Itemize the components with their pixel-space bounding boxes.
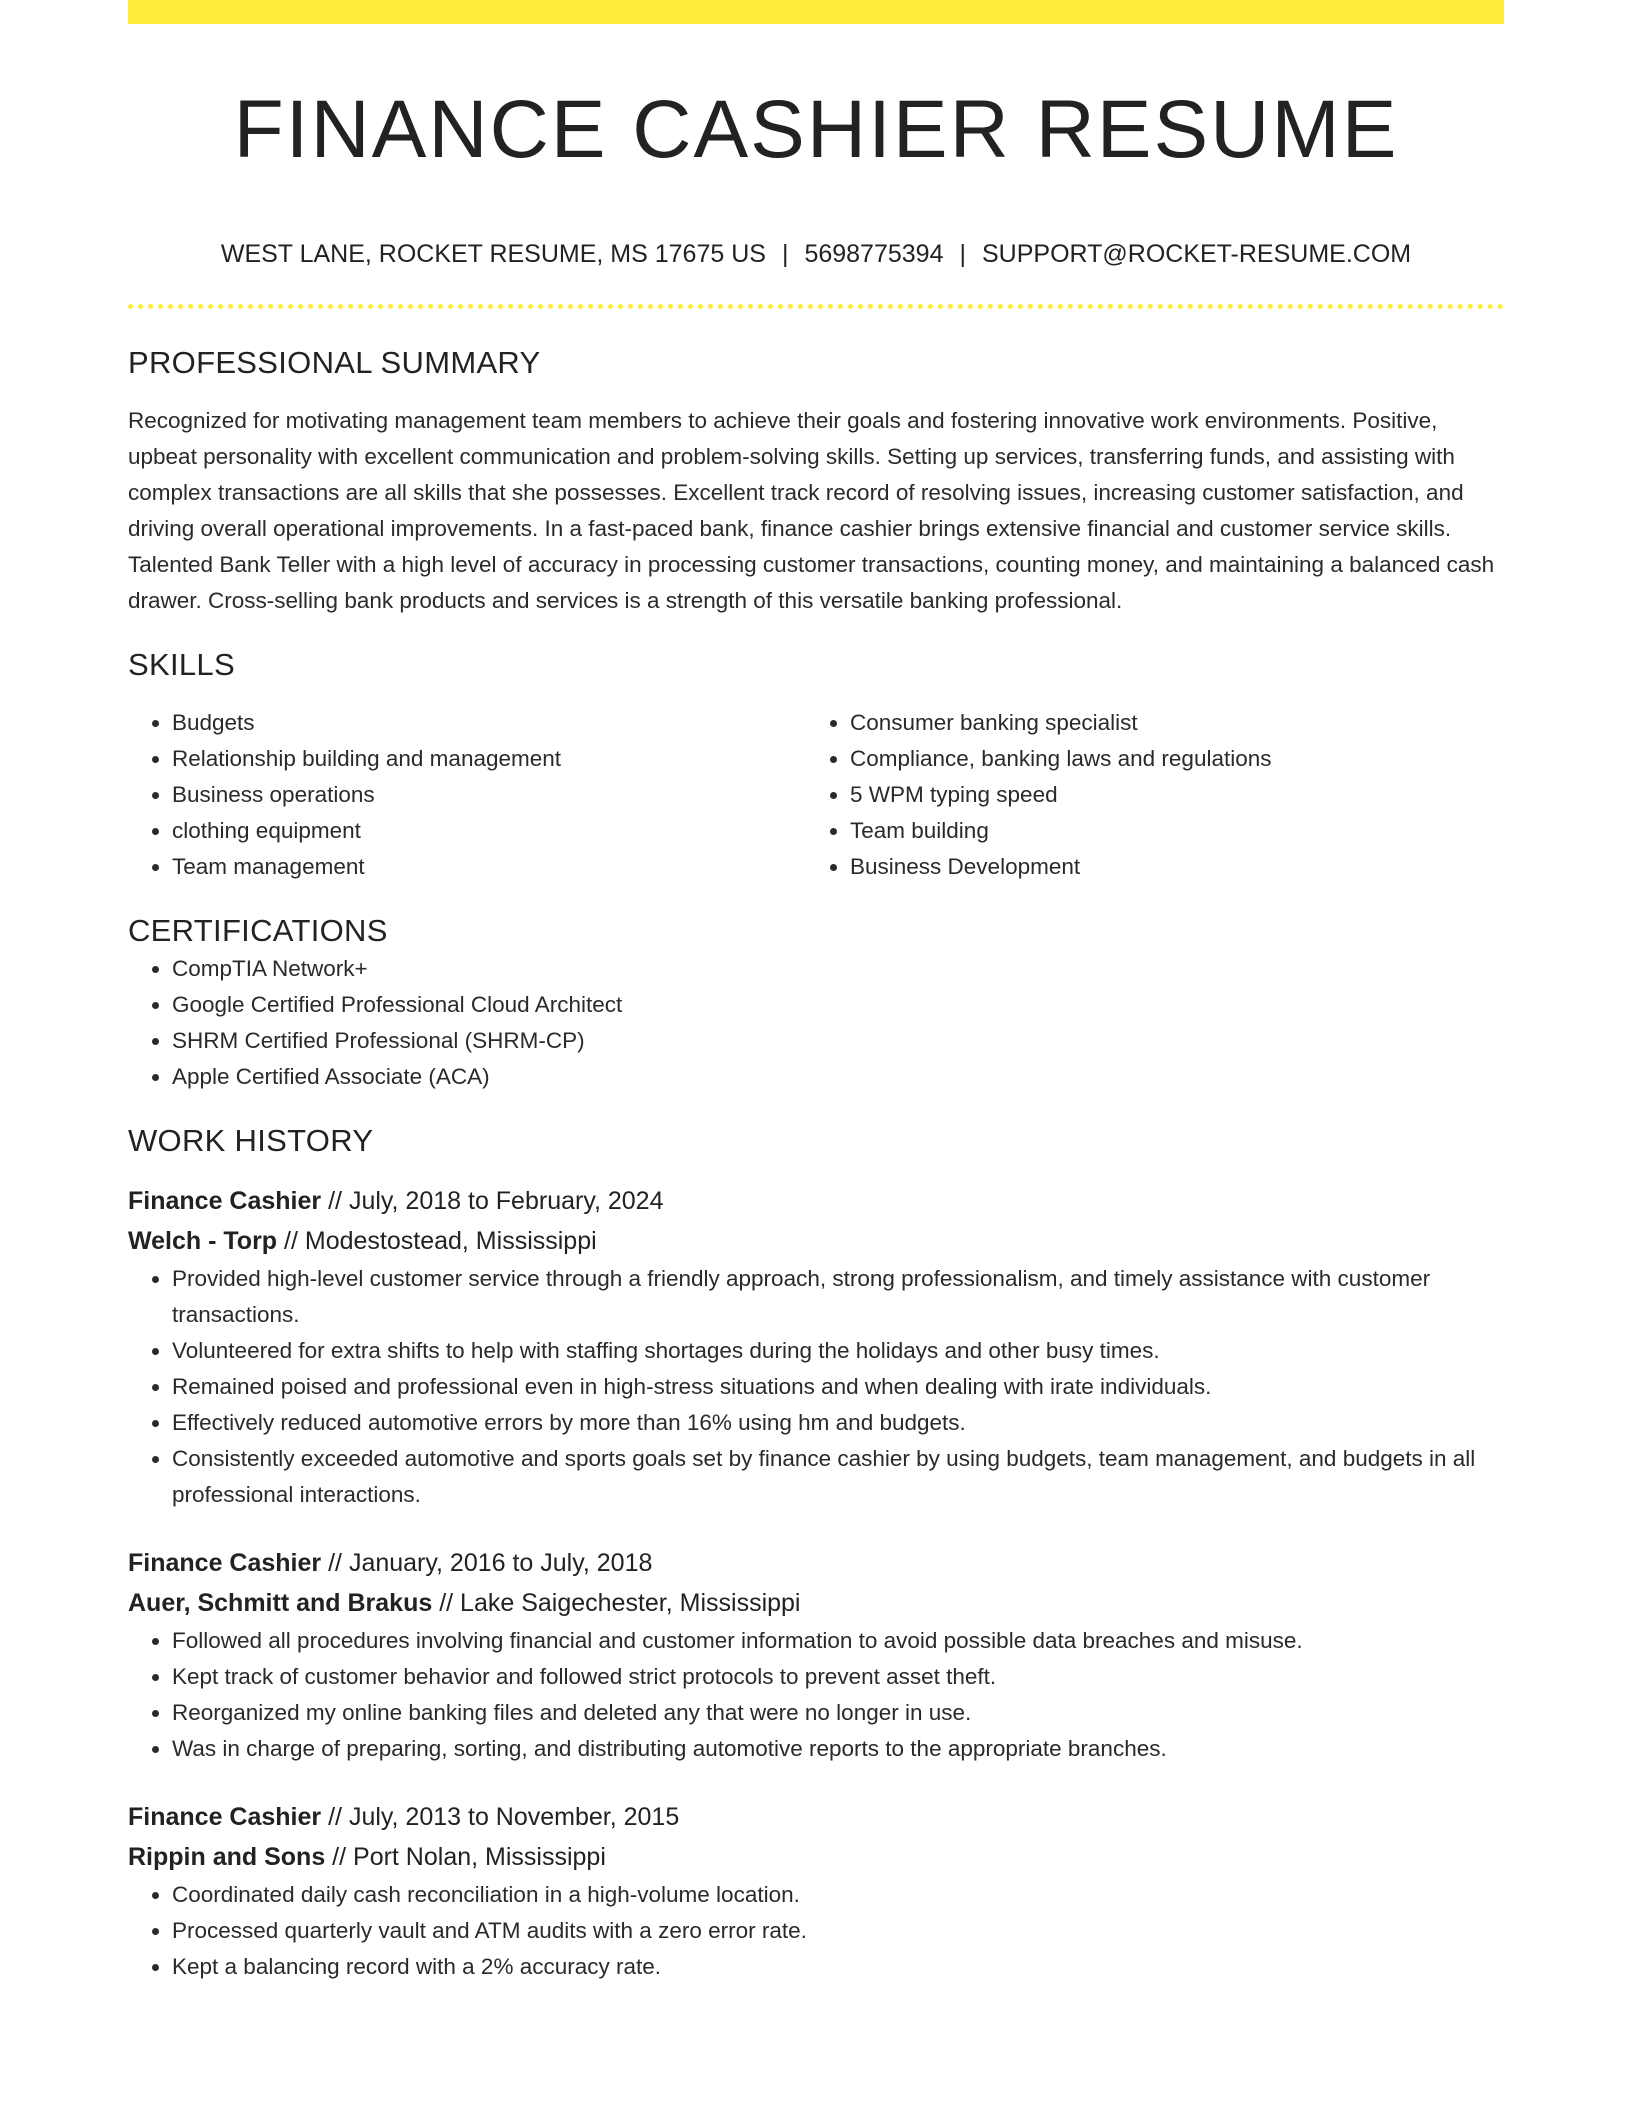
job-location: Port Nolan, Mississippi	[353, 1843, 606, 1871]
job-bullet: • Consistently exceeded automotive and sports goals set by finance cashier by using budgets, team management, and budgets in all professional interactions.	[172, 1441, 1504, 1513]
job-bullet: • Kept a balancing record with a 2% accuracy rate.	[172, 1949, 1504, 1985]
job-title: Finance Cashier	[128, 1803, 322, 1831]
job-entry	[128, 1181, 1504, 1513]
contact-separator: |	[781, 240, 789, 268]
job-company-line	[128, 1221, 1504, 1261]
job-bullet: • Coordinated daily cash reconciliation in a high-volume location.	[172, 1877, 1504, 1913]
job-company: Rippin and Sons	[128, 1843, 326, 1871]
contact-phone: 5698775394	[804, 240, 944, 268]
job-bullet: • Was in charge of preparing, sorting, and distributing automotive reports to the appropriate branches.	[172, 1731, 1504, 1767]
job-bullet: • Remained poised and professional even in high-stress situations and when dealing with irate individuals.	[172, 1369, 1504, 1405]
work-history-list	[128, 1181, 1504, 1985]
job-title: Finance Cashier	[128, 1549, 322, 1577]
job-company-line	[128, 1583, 1504, 1623]
skill-item: • Relationship building and management	[172, 741, 806, 777]
job-company: Auer, Schmitt and Brakus	[128, 1589, 433, 1617]
job-delimiter: //	[321, 1187, 349, 1215]
job-delimiter: //	[321, 1803, 349, 1831]
skills-heading: SKILLS	[128, 647, 235, 682]
job-dates: January, 2016 to July, 2018	[348, 1549, 653, 1577]
job-bullet-list	[128, 1877, 1504, 1985]
contact-separator: |	[959, 240, 966, 268]
summary-heading: PROFESSIONAL SUMMARY	[128, 345, 541, 380]
resume-title: FINANCE CASHIER RESUME	[233, 84, 1399, 175]
job-location: Lake Saigechester, Mississippi	[460, 1589, 801, 1617]
certification-item: • Apple Certified Associate (ACA)	[172, 1059, 1504, 1095]
job-title-line	[128, 1797, 1504, 1837]
certification-item: • CompTIA Network+	[172, 951, 1504, 987]
job-delimiter: //	[432, 1589, 461, 1617]
job-bullet: • Kept track of customer behavior and followed strict protocols to prevent asset theft.	[172, 1659, 1504, 1695]
skills-column-left	[128, 705, 806, 885]
skill-item: • Consumer banking specialist	[850, 705, 1484, 741]
certifications-heading: CERTIFICATIONS	[128, 913, 388, 948]
job-dates: July, 2018 to February, 2024	[348, 1187, 664, 1215]
summary-text: Recognized for motivating management team members to achieve their goals and fostering innovative work environments. Positive, upbeat personality with excellent communication and problem-solving skills. Setting up services, transferring funds, and assisting with complex transactions are all skills that she possesses. Excellent track record of resolving issues, increasing customer satisfaction, and driving overall operational improvements. In a fast-paced bank, finance cashier brings extensive financial and customer service skills. Talented Bank Teller with a high level of accuracy in processing customer transactions, counting money, and maintaining a balanced cash drawer. Cross-selling bank products and services is a strength of this versatile banking professional.	[128, 408, 1495, 613]
job-bullet: • Reorganized my online banking files and deleted any that were no longer in use.	[172, 1695, 1504, 1731]
job-dates: July, 2013 to November, 2015	[348, 1803, 680, 1831]
skill-item: • Business Development	[850, 849, 1484, 885]
skills-list-right	[806, 705, 1484, 885]
contact-line	[128, 238, 1504, 270]
skill-item: • Compliance, banking laws and regulations	[850, 741, 1484, 777]
job-delimiter: //	[321, 1549, 349, 1577]
job-entry	[128, 1797, 1504, 1985]
job-delimiter: //	[277, 1227, 305, 1255]
skill-item: • 5 WPM typing speed	[850, 777, 1484, 813]
skill-item: • Team management	[172, 849, 806, 885]
certification-item: • SHRM Certified Professional (SHRM-CP)	[172, 1023, 1504, 1059]
job-bullet: • Followed all procedures involving financial and customer information to avoid possible data breaches and misuse.	[172, 1623, 1504, 1659]
resume-content	[128, 0, 1504, 1985]
job-delimiter: //	[325, 1843, 354, 1871]
job-bullet: • Processed quarterly vault and ATM audits with a zero error rate.	[172, 1913, 1504, 1949]
contact-address: WEST LANE, ROCKET RESUME, MS 17675 US	[220, 240, 766, 268]
skills-column-right	[806, 705, 1484, 885]
job-bullet-list	[128, 1623, 1504, 1767]
skills-list-left	[128, 705, 806, 885]
job-title-line	[128, 1543, 1504, 1583]
job-bullet: • Provided high-level customer service through a friendly approach, strong professionalism, and timely assistance with customer transactions.	[172, 1261, 1504, 1333]
job-bullet: • Effectively reduced automotive errors by more than 16% using hm and budgets.	[172, 1405, 1504, 1441]
certification-item: • Google Certified Professional Cloud Architect	[172, 987, 1504, 1023]
work-history-heading: WORK HISTORY	[128, 1123, 374, 1158]
job-location: Modestostead, Mississippi	[304, 1227, 597, 1255]
dotted-divider	[128, 304, 1504, 309]
contact-email: SUPPORT@ROCKET-RESUME.COM	[981, 240, 1412, 268]
job-company: Welch - Torp	[128, 1227, 278, 1255]
job-bullet: • Volunteered for extra shifts to help with staffing shortages during the holidays and other busy times.	[172, 1333, 1504, 1369]
certifications-list	[128, 951, 1504, 1095]
job-entry	[128, 1543, 1504, 1767]
job-title-line	[128, 1181, 1504, 1221]
skill-item: • Team building	[850, 813, 1484, 849]
job-title: Finance Cashier	[128, 1187, 322, 1215]
job-bullet-list	[128, 1261, 1504, 1513]
skill-item: • clothing equipment	[172, 813, 806, 849]
job-company-line	[128, 1837, 1504, 1877]
skill-item: • Budgets	[172, 705, 806, 741]
skills-grid	[128, 705, 1504, 885]
skill-item: • Business operations	[172, 777, 806, 813]
